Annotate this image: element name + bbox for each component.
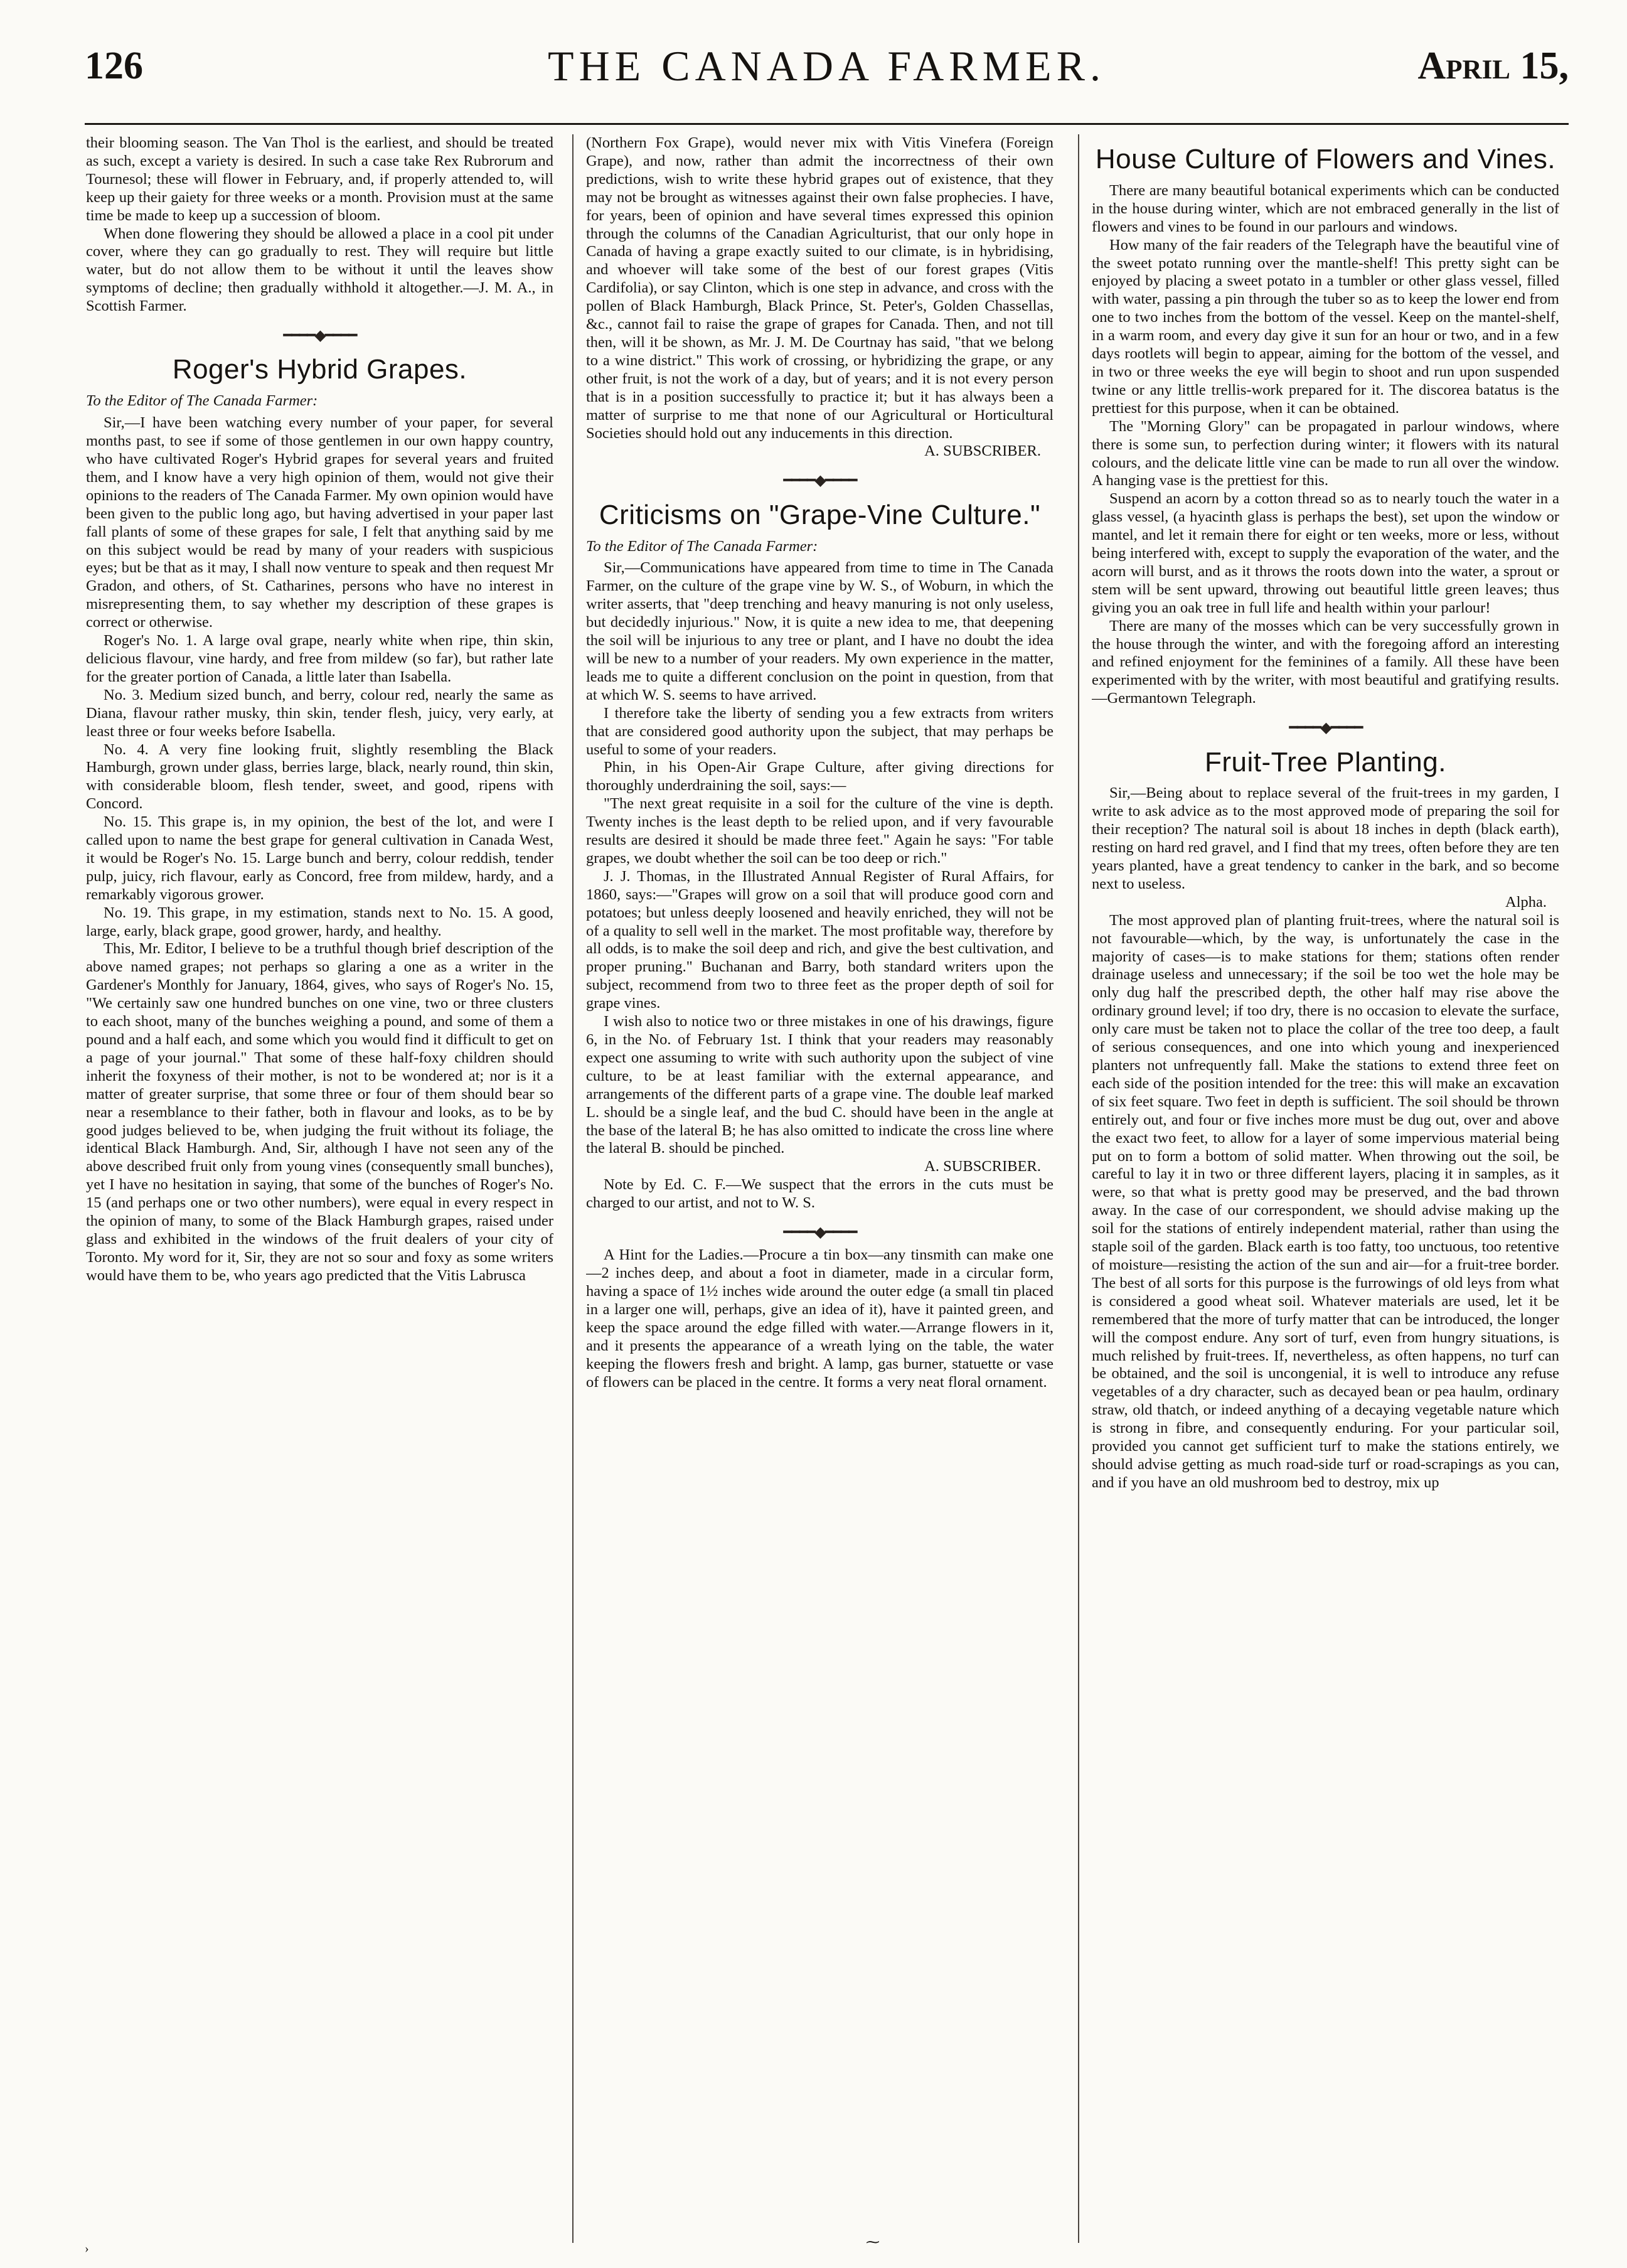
article-paragraph: Roger's No. 1. A large oval grape, nearly white when ripe, thin skin, delicious flavour, vine hardy, and free from mildew (so far), but rather late for the greater portion of Canada, a little later than Isabella. xyxy=(86,632,553,685)
letter-signoff: A. SUBSCRIBER. xyxy=(924,1158,1041,1175)
article-heading-house-culture: House Culture of Flowers and Vines. xyxy=(1095,144,1556,174)
margin-mark: › xyxy=(85,2242,89,2255)
article-paragraph: How many of the fair readers of the Telegraph have the beautiful vine of the sweet potato running over the mantle-shelf! This pretty sight can be enjoyed by placing a sweet potato in a tumbler or other glass vessel, filled with water, passing a pin through the tuber so as to keep the lower end from one to two inches from the bottom of the vessel. Keep on the mantel-shelf, in a warm room, and every day give it sun for an hour or two, and in a few days rootlets will begin to appear, aiming for the bottom of the vessel, and in two or three weeks the eye will begin to shoot and run upon suspended twine or any little trellis-work prepared for it. The discorea batatus is the prettiest for this purpose, when it can be obtained. xyxy=(1092,236,1559,417)
article-paragraph: There are many of the mosses which can be very successfully grown in the house through the winter, and with the foregoing afford an interesting and refined enjoyment for the feminines of a family. All these have been experimented with by the writer, with most beautiful and gratifying results.—Germantown Telegraph. xyxy=(1092,617,1559,707)
hint-paragraph: A Hint for the Ladies.—Procure a tin box—any tinsmith can make one—2 inches deep, and about a foot in diameter, made in a circular form, having a space of 1½ inches wide around the outer edge (a small tin placed in a larger one will, perhaps, give an idea of it), have it painted green, and keep the space around the edge filled with water.—Arrange flowers in it, and it presents the appearance of a wreath lying on the table, the water keeping the flowers fresh and bright. A lamp, gas burner, statuette or vase of flowers can be placed in the centre. It forms a very neat floral ornament. xyxy=(586,1246,1054,1391)
editor-note: Note by Ed. C. F.—We suspect that the errors in the cuts must be charged to our artist, and not to W. S. xyxy=(586,1176,1054,1212)
page-number: 126 xyxy=(85,45,143,87)
article-paragraph: There are many beautiful botanical experiments which can be conducted in the house during winter, which are not embraced generally in the list of flowers and vines to be found in our parlours and windows. xyxy=(1092,181,1559,235)
section-separator: ━━━━◆━━━━ xyxy=(283,328,356,345)
continued-paragraph-2: When done flowering they should be allowed a place in a cool pit under cover, where they can go gradually to rest. They will require but little water, but do not allow them to be without it until the leaves show symptoms of decline; then gradually withhold it altogether.—J. M. A., in Scottish Farmer. xyxy=(86,225,553,315)
article-paragraph: Sir,—Being about to replace several of the fruit-trees in my garden, I write to ask advice as to the most approved mode of preparing the soil for their reception? The natural soil is about 18 inches in depth (black earth), resting on hard red gravel, and I find that my trees, often before they are ten years planted, have a great tendency to canker in the bark, and so become next to useless. xyxy=(1092,784,1559,892)
article-paragraph: I therefore take the liberty of sending you a few extracts from writers that are considered good authority upon the subject, that may perhaps be useful to some of your readers. xyxy=(586,704,1054,758)
article-paragraph: No. 19. This grape, in my estimation, stands next to No. 15. A good, large, early, black grape, good grower, hardy, and healthy. xyxy=(86,904,553,939)
quoted-paragraph: "The next great requisite in a soil for the culture of the vine is depth. Twenty inches is the least depth to be relied upon, and if very favourable results are desired it should be made three feet." Again he says: "For table grapes, we doubt whether the soil can be too deep or rich." xyxy=(586,795,1054,867)
letter-signoff: A. SUBSCRIBER. xyxy=(924,442,1041,460)
page-header xyxy=(85,33,1569,95)
article-paragraph: No. 4. A very fine looking fruit, slightly resembling the Black Hamburgh, grown under glass, berries large, black, nearly round, thin skin, with considerable bloom, flesh tender, sweet, and good, ripens with Concord. xyxy=(86,741,553,813)
article-paragraph: Suspend an acorn by a cotton thread so as to nearly touch the water in a glass vessel, (a hyacinth glass is perhaps the best), set upon the window or mantel, and let it remain there for eight or ten weeks, more or less, without being interfered with, except to supply the evaporation of the water, and the acorn will burst, and as it throws the roots down into the water, a sprout or stem will be sent upward, throwing out beautiful little green leaves; thus giving you an oak tree in full life and health within your parlour! xyxy=(1092,490,1559,616)
letter-salutation: To the Editor of The Canada Farmer: xyxy=(586,537,818,555)
letter-signoff: Alpha. xyxy=(1505,893,1547,911)
letter-salutation: To the Editor of The Canada Farmer: xyxy=(86,392,318,410)
section-separator: ━━━━◆━━━━ xyxy=(783,1224,856,1241)
article-paragraph: The most approved plan of planting fruit-trees, where the natural soil is not favourable—which, by the way, is unfortunately the case in the majority of cases—is to make stations for them; stations often render drainage useless and unnecessary; if the soil be too wet the hole may be only dug half the prescribed depth, the other half may rise above the ordinary ground level; if too dry, there is no occasion to elevate the surface, only care must be taken not to place the collar of the tree too deep, a fault of serious consequences, and one into which young and inexperienced planters not unfrequently fall. Make the stations to extend three feet on each side of the position intended for the tree: this will make an excavation of six feet square. Two feet in depth is sufficient. The soil should be thrown entirely out, and four or five inches more must be dug out, over and above the exact two feet, to allow for a layer of some impervious material being put on to form a bottom of solid matter. When throwing out the soil, be careful to lay it in two or three different layers, placing it in samples, as it were, so that what is pretty good may be preserved, and the bad thrown away. In the case of our correspondent, we should advise making up the soil for the stations of entirely independent material, rather than using the staple soil of the garden. Black earth is too fatty, too unctuous, too retentive of moisture—resisting the action of the sun and air—for a fruit-tree border. The best of all sorts for this purpose is the furrowings of old leys from what is considered a good wheat soil. Whatever materials are used, let it be remembered that the more of turfy matter that can be introduced, the longer will the compost endure. Any sort of turf, even from hungry situations, is much relished by fruit-trees. If, nevertheless, as often happens, no turf can be obtained, and the soil is uncongenial, it is well to introduce any refuse vegetables of a dry character, such as decayed bean or pea haulm, ordinary straw, old thatch, or indeed anything of a decaying vegetable nature which is strong in fibre, and consequently enduring. For your particular soil, provided you cannot get sufficient turf to make the stations entirely, we should advise getting as much road-side turf or road-scrapings as you can, and if you have an old mushroom bed to destroy, mix up xyxy=(1092,911,1559,1491)
article-heading-fruit-tree-planting: Fruit-Tree Planting. xyxy=(1205,746,1446,778)
section-separator: ━━━━◆━━━━ xyxy=(783,473,856,489)
column-divider-1 xyxy=(572,134,573,2243)
quoted-paragraph: J. J. Thomas, in the Illustrated Annual Register of Rural Affairs, for 1860, says:—"Grapes will grow on a soil that will produce good corn and potatoes; but unless deeply loosened and heavily enriched, they will not be of a quality to sell well in the market. The most profitable way, therefore by all odds, is to make the soil deep and rich, and give the best cultivation, and proper pruning." Buchanan and Barry, both standard writers upon the subject, recommend from two to three feet as the proper depth of soil for grape vines. xyxy=(586,867,1054,1012)
column-2 xyxy=(586,134,1054,2243)
section-separator: ━━━━◆━━━━ xyxy=(1289,720,1362,737)
header-rule xyxy=(85,123,1569,125)
article-paragraph: Phin, in his Open-Air Grape Culture, after giving directions for thoroughly underdraining the soil, says:— xyxy=(586,759,1054,794)
continued-paragraph: their blooming season. The Van Thol is the earliest, and should be treated as such, except a variety is desired. In such a case take Rex Rubrorum and Tournesol; these will flower in February, and, if properly attended to, will keep up their gaiety for three weeks or a month. Provision must at the same time be made to keep up a succession of bloom. xyxy=(86,134,553,224)
article-heading-criticisms: Criticisms on "Grape-Vine Culture." xyxy=(599,499,1041,530)
column-1 xyxy=(86,134,553,2243)
article-paragraph: Sir,—Communications have appeared from time to time in The Canada Farmer, on the culture of the grape vine by W. S., of Woburn, in which the writer asserts, that "deep trenching and heavy manuring is not only useless, but decidedly injurious." Now, it is quite a new idea to me, that deepening the soil will be injurious to any tree or plant, and I have no doubt the idea will be new to a number of your readers. My own experience in the matter, leads me to quite a different conclusion on the point in question, from that at which W. S. seems to have arrived. xyxy=(586,559,1054,703)
article-paragraph: Sir,—I have been watching every number of your paper, for several months past, to see if some of those gentlemen in our own happy country, who have cultivated Roger's Hybrid grapes for several years and fruited them, and I know have a very high opinion of them, would not give their opinions to the readers of The Canada Farmer. My own opinion would have been given to the public long ago, but having advertised in your paper last fall plants of some of these grapes for sale, I felt that anything said by me on this subject would be read by many of your readers with suspicious eyes; but be that as it may, I shall now venture to speak and then request Mr Gradon, and others, of St. Catharines, persons who have no interest in misrepresenting them, to say whether my description of these grapes is correct or otherwise. xyxy=(86,414,553,631)
article-paragraph: The "Morning Glory" can be propagated in parlour windows, where there is some sun, to perfection during winter; it flowers with its natural colours, and the delicate little vine can be made to run all over the window. A hanging vase is the prettiest for this. xyxy=(1092,417,1559,489)
bottom-mark: ⁓ xyxy=(866,2234,880,2250)
article-paragraph: This, Mr. Editor, I believe to be a truthful though brief description of the above named grapes; not perhaps so glaring a one as a writer in the Gardener's Monthly for January, 1864, gives, who says of Roger's No. 15, "We certainly saw one hundred bunches on one vine, two or three clusters to each shoot, many of the bunches weighing a pound, and some of them a pound and a half each, and some which you would find it difficult to get on a page of your journal." That some of these half-foxy children should inherit the foxyness of their mother, is not to be wondered at; nor is it a matter of greater surprise, that some three or four of them should bear so near a resemblance to their father, both in flavour and looks, as to be by good judges believed to be, when judging the fruit without its foliage, the identical Black Hamburgh. And, Sir, although I have not seen any of the above described fruit only from young vines (consequently small bunches), yet I have no hesitation in saying, that some of the bunches of Roger's No. 15 (and perhaps one or two other numbers), were equal in every respect in the opinion of many, to some of the Black Hamburgh grapes, raised under glass and exhibited in the windows of the fruit dealers of your city of Toronto. My word for it, Sir, they are not so sour and foxy as some writers would have them to be, who years ago predicted that the Vitis Labrusca xyxy=(86,940,553,1284)
continued-paragraph: (Northern Fox Grape), would never mix with Vitis Vinefera (Foreign Grape), and now, rather than admit the incorrectness of their own predictions, wish to write these hybrid grapes out of existence, that they may not be brought as witnesses against their own false prophecies. I have, for years, been of opinion and have several times expressed this opinion through the columns of the Canadian Agriculturist, that our only hope in Canada of having a grape exactly suited to our climate, is in hybridising, and whoever will take some of the best of our forest grapes (Vitis Cardifolia), or say Clinton, which is one step in advance, and cross with the pollen of Black Hamburgh, Black Prince, St. Peter's, Golden Chassellas, &c., cannot fail to raise the grape of grapes for Canada. Then, and not till then, will it be shown, as Mr. J. M. De Courtnay has said, "that we belong to a wine district." This work of crossing, or hybridizing the grape, or any other fruit, is not the work of a day, but of years; and it is not every person that is in a position successfully to practice it; but it has always been a matter of surprise to me that none of our Agricultural or Horticultural Societies should hold out any inducements in this direction. xyxy=(586,134,1054,442)
article-paragraph: I wish also to notice two or three mistakes in one of his drawings, figure 6, in the No. of February 1st. I think that your readers may reasonably expect one assuming to write with such authority upon the subject of vine culture, to be at least familiar with the external appearance, and arrangements of the different parts of a grape vine. The double leaf marked L. should be a single leaf, and the bud C. should have been in the angle at the base of the lateral B; he has also omitted to indicate the cross line where the lateral B. should be pinched. xyxy=(586,1013,1054,1157)
article-paragraph: No. 15. This grape is, in my opinion, the best of the lot, and were I called upon to name the best grape for general cultivation in Canada West, it would be Roger's No. 15. Large bunch and berry, colour reddish, tender pulp, juicy, rich flavour, early as Concord, free from mildew, hardy, and a remarkably vigorous grower. xyxy=(86,813,553,903)
column-divider-2 xyxy=(1078,134,1079,2243)
masthead-title: THE CANADA FARMER. xyxy=(548,42,1106,90)
issue-date: April 15, xyxy=(1417,45,1569,87)
article-heading-rogers-hybrid-grapes: Roger's Hybrid Grapes. xyxy=(172,354,467,385)
article-paragraph: No. 3. Medium sized bunch, and berry, colour red, nearly the same as Diana, flavour rather musky, thin skin, tender flesh, juicy, very early, at least three or four weeks before Isabella. xyxy=(86,686,553,740)
column-3 xyxy=(1092,134,1559,2243)
